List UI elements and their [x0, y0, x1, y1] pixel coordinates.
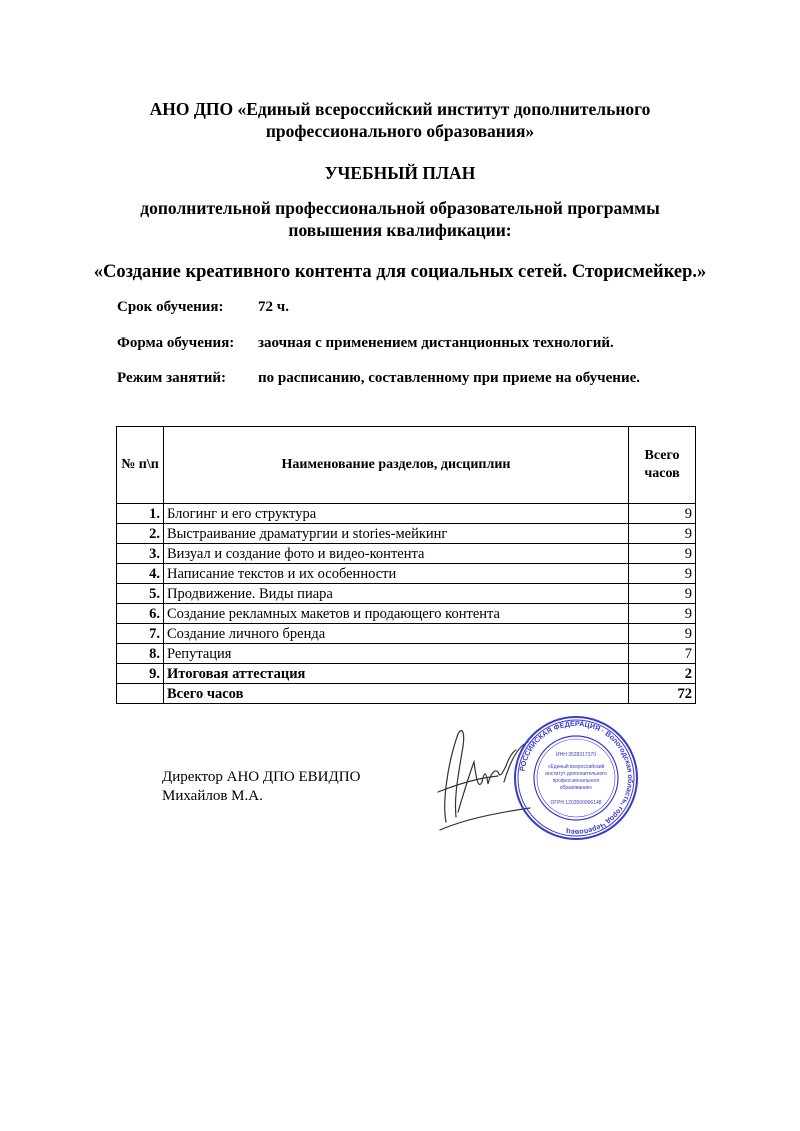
row-num: 8. [117, 644, 164, 664]
svg-text:«Единый всероссийский: «Единый всероссийский [547, 764, 605, 770]
row-hours: 9 [629, 584, 696, 604]
mode-label: Режим занятий: [117, 370, 227, 386]
table-row [117, 604, 696, 624]
row-num: 2. [117, 524, 164, 544]
row-hours: 9 [629, 504, 696, 524]
signatory-name: Михайлов М.А. [162, 788, 263, 804]
form-label: Форма обучения: [117, 335, 235, 351]
row-name: Визуал и создание фото и видео-контента [164, 544, 629, 564]
total-num [117, 684, 164, 704]
row-name: Итоговая аттестация [164, 664, 629, 684]
row-hours: 9 [629, 624, 696, 644]
signatory-block [162, 768, 360, 806]
header-hours-line-1: Всего [644, 448, 680, 463]
program-name: «Создание креативного контента для социальных сетей. Сторисмейкер.» [93, 262, 707, 282]
org-line-1: АНО ДПО «Единый всероссийский институт дополнительного [149, 99, 651, 119]
row-hours: 7 [629, 644, 696, 664]
duration-value: 72 ч. [258, 299, 289, 315]
table-header-row [117, 427, 696, 504]
row-hours: 9 [629, 604, 696, 624]
header-hours [629, 427, 696, 504]
meta-duration [117, 299, 289, 316]
plan-title: УЧЕБНЫЙ ПЛАН [324, 163, 476, 183]
duration-label: Срок обучения: [117, 299, 224, 315]
meta-mode [117, 370, 640, 387]
row-hours: 2 [629, 664, 696, 684]
row-name: Создание рекламных макетов и продающего контента [164, 604, 629, 624]
header-hours-line-2: часов [644, 466, 680, 481]
plan-subtitle [0, 197, 800, 241]
table-row [117, 564, 696, 584]
svg-text:образования»: образования» [559, 785, 593, 791]
svg-text:ОГРН 1203500006148: ОГРН 1203500006148 [550, 800, 602, 806]
curriculum-table [116, 426, 696, 704]
mode-value: по расписанию, составленному при приеме на обучение. [258, 370, 640, 386]
organization-stamp [512, 714, 640, 842]
signatory-title: Директор АНО ДПО ЕВИДПО [162, 769, 361, 785]
row-name: Выстраивание драматургии и stories-мейкинг [164, 524, 629, 544]
svg-text:профессионального: профессионального [552, 778, 600, 784]
row-num: 3. [117, 544, 164, 564]
row-name: Написание текстов и их особенности [164, 564, 629, 584]
header-name: Наименование разделов, дисциплин [164, 427, 629, 504]
meta-form [117, 335, 614, 352]
row-num: 9. [117, 664, 164, 684]
table-row [117, 524, 696, 544]
table-row [117, 584, 696, 604]
form-value: заочная с применением дистанционных технологий. [258, 335, 614, 351]
total-hours: 72 [629, 684, 696, 704]
org-line-2: профессионального образования» [265, 121, 535, 141]
total-label: Всего часов [164, 684, 629, 704]
row-hours: 9 [629, 564, 696, 584]
subtitle-line-2: повышения квалификации: [288, 220, 512, 240]
row-name: Блогинг и его структура [164, 504, 629, 524]
svg-text:РОССИЙСКАЯ ФЕДЕРАЦИЯ · Вологод: РОССИЙСКАЯ ФЕДЕРАЦИЯ · Вологодская область, город Череповец [517, 718, 636, 838]
svg-text:институт дополнительного: институт дополнительного [545, 771, 607, 777]
svg-text:ИНН 3528317370: ИНН 3528317370 [555, 752, 597, 758]
row-name: Продвижение. Виды пиара [164, 584, 629, 604]
organization-name [0, 98, 800, 142]
subtitle-line-1: дополнительной профессиональной образовательной программы [140, 198, 660, 218]
row-name: Создание личного бренда [164, 624, 629, 644]
row-num: 5. [117, 584, 164, 604]
row-hours: 9 [629, 524, 696, 544]
table-total-row [117, 684, 696, 704]
table-row [117, 544, 696, 564]
row-name: Репутация [164, 644, 629, 664]
table-row [117, 644, 696, 664]
row-num: 6. [117, 604, 164, 624]
row-hours: 9 [629, 544, 696, 564]
row-num: 7. [117, 624, 164, 644]
row-num: 4. [117, 564, 164, 584]
table-row [117, 624, 696, 644]
header-num: № п\п [117, 427, 164, 504]
table-row [117, 504, 696, 524]
table-row [117, 664, 696, 684]
row-num: 1. [117, 504, 164, 524]
